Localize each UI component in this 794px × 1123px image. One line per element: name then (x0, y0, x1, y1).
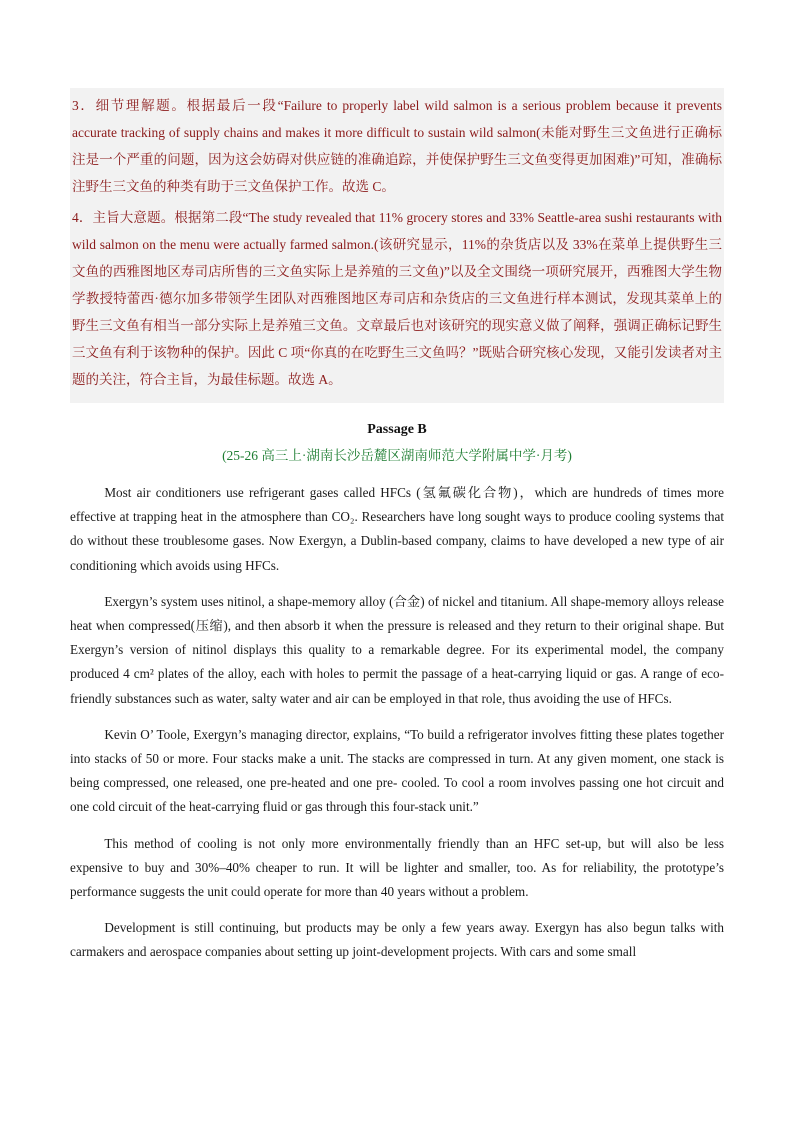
answer-explanation-4: 4．主旨大意题。根据第二段“The study revealed that 11% grocery stores and 33% Seattle-area sushi restaurants with wild salmon on the menu were actually farmed salmon.(该研究显示，11%的杂货店以及 33%在菜单上提供野生三文鱼的西雅图地区寿司店所售的三文鱼实际上是养殖的三文鱼)”以及全文围绕一项研究展开，西雅图大学生物学教授特蕾西·德尔加多带领学生团队对西雅图地区寿司店和杂货店的三文鱼进行样本测试，发现其菜单上的野生三文鱼有相当一部分实际上是养殖三文鱼。文章最后也对该研究的现实意义做了阐释，强调正确标记野生三文鱼有利于该物种的保护。因此 C 项“你真的在吃野生三文鱼吗？”既贴合研究核心发现，又能引发读者对主题的关注，符合主旨，为最佳标题。故选 A。 (72, 210, 722, 387)
passage-paragraph-1: Most air conditioners use refrigerant gases called HFCs (氢氟碳化合物)，which are hundreds of times more effective at trapping heat in the atmosphere than CO₂. Researchers have long sought ways to produce cooling systems that do without these troublesome gases. Now Exergyn, a Dublin-based company, claims to have developed a new type of air conditioning which avoids using HFCs. (70, 485, 724, 573)
passage-paragraph-3: Kevin O’ Toole, Exergyn’s managing director, explains, “To build a refrigerator involves fitting these plates together into stacks of 50 or more. Four stacks make a unit. The stacks are compressed in turn. At any given moment, one stack is being compressed, one released, one pre-heated and one pre- cooled. To cool a room involves passing one hot circuit and one cold circuit of the heat-carrying fluid or gas through this four-stack unit.” (70, 726, 724, 815)
passage-source: (25-26 高三上·湖南长沙岳麓区湖南师范大学附属中学·月考) (222, 448, 572, 463)
passage-paragraph-5: Development is still continuing, but products may be only a few years away. Exergyn has also begun talks with carmakers and aerospace companies about setting up joint-development projects. With cars and some small (70, 920, 724, 960)
document-page (70, 88, 724, 977)
answer-explanations-box (70, 88, 724, 403)
passage-paragraph-4: This method of cooling is not only more environmentally friendly than an HFC set-up, but will also be less expensive to buy and 30%–40% cheaper to run. It will be lighter and smaller, too. As for reliability, the prototype’s performance suggests the unit could operate for more than 40 years without a problem. (70, 835, 724, 900)
passage-title: Passage B (367, 422, 427, 437)
answer-explanation-3: 3．细节理解题。根据最后一段“Failure to properly label wild salmon is a serious problem because it prevents accurate tracking of supply chains and makes it more difficult to sustain wild salmon(未能对野生三文鱼进行正确标注是一个严重的问题，因为这会妨碍对供应链的准确追踪，并使保护野生三文鱼变得更加困难)”可知，准确标注野生三文鱼的种类有助于三文鱼保护工作。故选 C。 (72, 98, 722, 194)
passage-paragraph-2: Exergyn’s system uses nitinol, a shape-memory alloy (合金) of nickel and titanium. All shape-memory alloys release heat when compressed(压缩), and then absorb it when the pressure is released and they return to their original shape. But Exergyn’s version of nitinol displays this quality to a remarkable degree. For its experimental model, the company produced 4 cm² plates of the alloy, each with holes to permit the passage of a heat-carrying liquid or gas. A range of eco-friendly substances such as water, salty water and air can be employed in that role, thus avoiding the use of HFCs. (70, 593, 724, 706)
passage-body (70, 481, 724, 965)
